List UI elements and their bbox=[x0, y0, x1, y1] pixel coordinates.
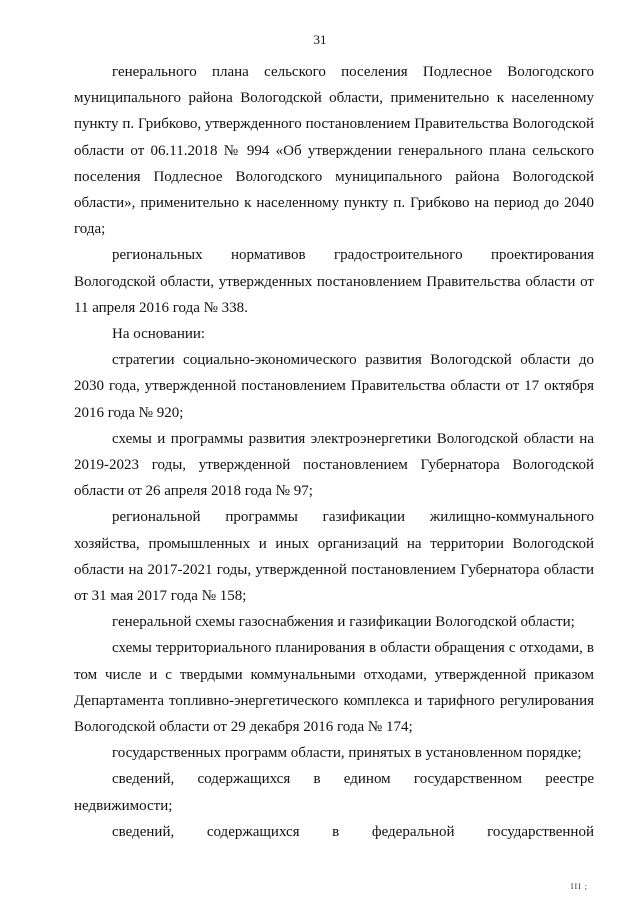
paragraph-waste-scheme: схемы территориального планирования в области обращения с отходами, в том числе и с твердыми коммунальными отходами, утвержденной приказом Департамента топливно-энергетического комплекса и тарифного регулирования Вологодской области от 29 декабря 2016 года № 174; bbox=[74, 640, 594, 736]
document-body bbox=[74, 59, 594, 845]
paragraph-strategy: стратегии социально-экономического развития Вологодской области до 2030 года, утвержденной постановлением Правительства области от 17 октября 2016 года № 920; bbox=[74, 352, 594, 421]
paragraph-general-plan: генерального плана сельского поселения Подлесное Вологодского муниципального района Вологодской области, применительно к населенному пункту п. Грибково, утвержденного постановлением Правительства Вологодской области от 06.11.2018 № 994 «Об утверждении генерального плана сельского поселения Подлесное Вологодского муниципального района Вологодской области», применительно к населенному пункту п. Грибково на период до 2040 года; bbox=[74, 64, 594, 238]
paragraph-on-basis-heading: На основании: bbox=[112, 326, 206, 343]
paragraph-real-estate-registry: сведений, содержащихся в едином государственном реестре недвижимости; bbox=[74, 771, 594, 814]
page-number: 31 bbox=[313, 32, 327, 47]
paragraph-gas-scheme: генеральной схемы газоснабжения и газификации Вологодской области; bbox=[112, 614, 575, 631]
paragraph-federal-state: сведений, содержащихся в федеральной государственной bbox=[112, 823, 594, 840]
paragraph-regional-norms: региональных нормативов градостроительного проектирования Вологодской области, утвержденных постановлением Правительства области от 11 апреля 2016 года № 338. bbox=[74, 247, 594, 316]
paragraph-gasification-program: региональной программы газификации жилищно-коммунального хозяйства, промышленных и иных организаций на территории Вологодской области на 2017-2021 годы, утвержденной постановлением Губернатора области от 31 мая 2017 года № 158; bbox=[74, 509, 594, 605]
footer-mark: III ; bbox=[570, 882, 588, 891]
paragraph-state-programs: государственных программ области, принятых в установленном порядке; bbox=[112, 745, 582, 762]
paragraph-electro-scheme: схемы и программы развития электроэнергетики Вологодской области на 2019-2023 годы, утвержденной постановлением Губернатора Вологодской области от 26 апреля 2018 года № 97; bbox=[74, 430, 594, 500]
